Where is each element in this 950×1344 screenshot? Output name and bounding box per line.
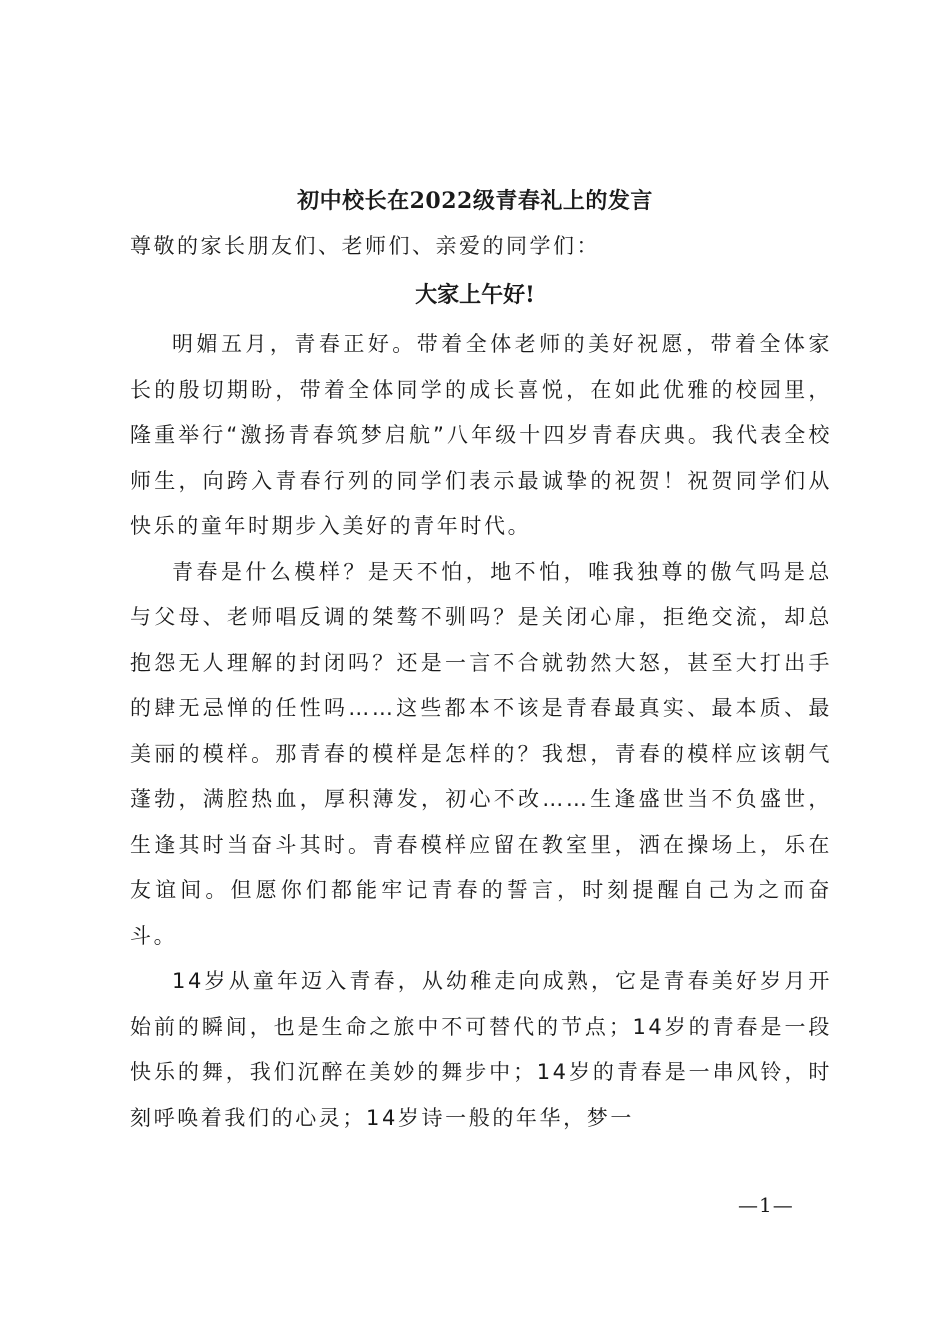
page-number: —1— [738,1193,794,1217]
paragraph: 明媚五月，青春正好。带着全体老师的美好祝愿，带着全体家长的殷切期盼，带着全体同学的成长喜悦，在如此优雅的校园里，隆重举行“激扬青春筑梦启航”八年级十四岁青春庆典。我代表全校师生，向跨入青春行列的同学们表示最诚挚的祝贺！祝贺同学们从快乐的童年时期步入美好的青年时代。 [130,332,832,538]
body-text [130,322,832,1141]
salutation: 尊敬的家长朋友们、老师们、亲爱的同学们： [130,234,600,258]
document-title: 初中校长在2022级青春礼上的发言 [297,188,653,214]
paragraph: 青春是什么模样？是天不怕，地不怕，唯我独尊的傲气吗是总与父母、老师唱反调的桀骜不驯吗？是关闭心扉，拒绝交流，却总抱怨无人理解的封闭吗？还是一言不合就勃然大怒，甚至大打出手的肆无忌惮的任性吗……这些都本不该是青春最真实、最本质、最美丽的模样。那青春的模样是怎样的？我想，青春的模样应该朝气蓬勃，满腔热血，厚积薄发，初心不改……生逢盛世当不负盛世，生逢其时当奋斗其时。青春模样应留在教室里，洒在操场上，乐在友谊间。但愿你们都能牢记青春的誓言，时刻提醒自己为之而奋斗。 [130,559,832,948]
paragraph: 14岁从童年迈入青春，从幼稚走向成熟，它是青春美好岁月开始前的瞬间，也是生命之旅中不可替代的节点；14岁的青春是一段快乐的舞，我们沉醉在美妙的舞步中；14岁的青春是一串风铃，时刻呼唤着我们的心灵；14岁诗一般的年华，梦一 [130,969,832,1130]
greeting: 大家上午好! [415,282,535,308]
